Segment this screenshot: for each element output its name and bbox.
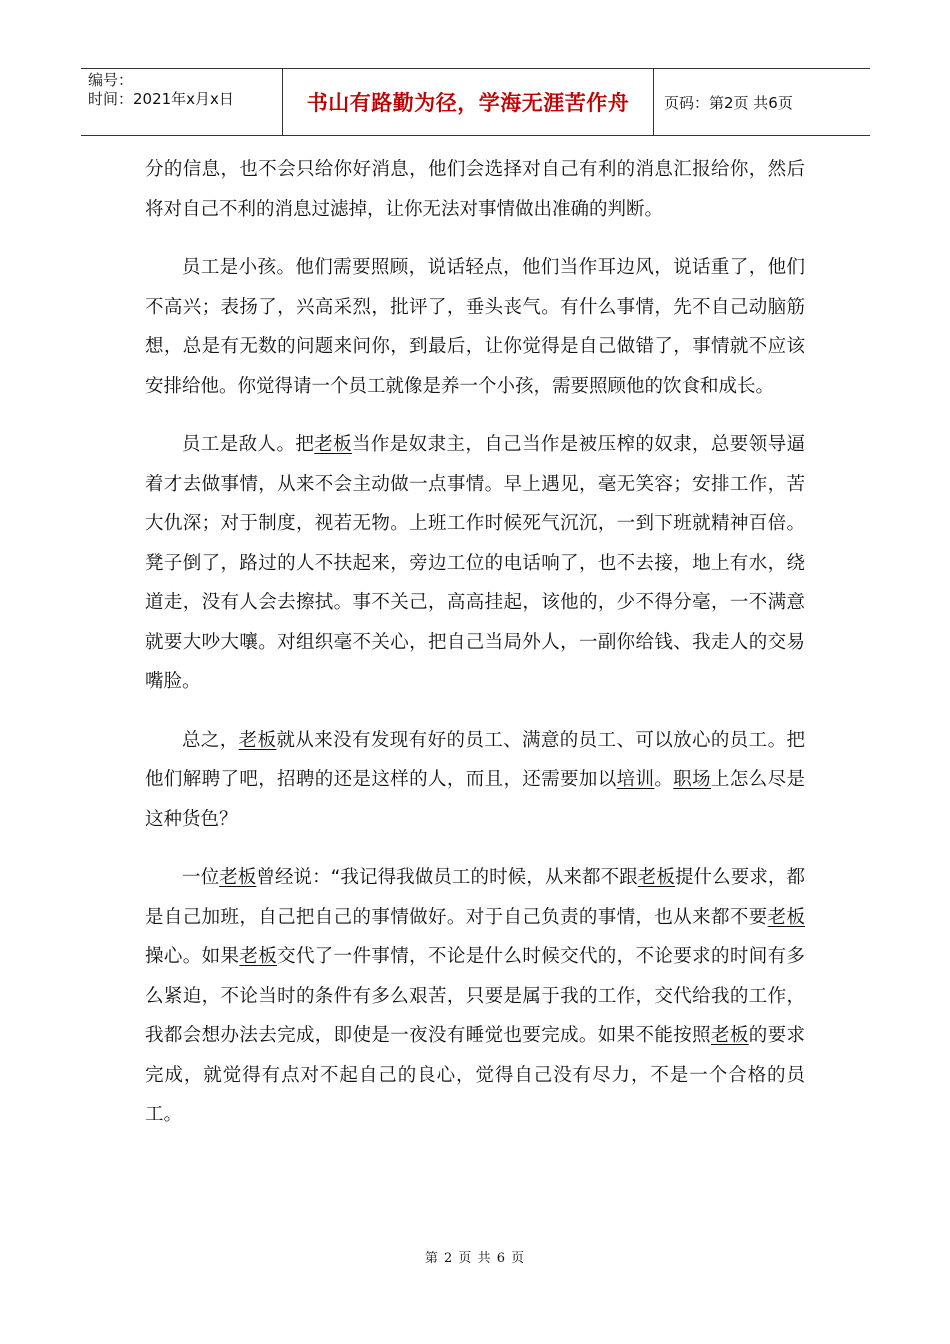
link-boss[interactable]: 老板 bbox=[239, 946, 278, 967]
text-span: 曾经说：“我记得我做员工的时候，从来都不跟 bbox=[256, 867, 638, 888]
text-span: 总之， bbox=[182, 729, 239, 751]
link-boss[interactable]: 老板 bbox=[711, 1025, 749, 1046]
header-meta bbox=[81, 69, 283, 135]
page-footer: 第 2 页 共 6 页 bbox=[424, 1251, 526, 1266]
paragraph-4 bbox=[145, 721, 805, 840]
document-date: 时间：2021年x月x日 bbox=[88, 90, 234, 108]
paragraph-5 bbox=[145, 858, 805, 1135]
text-span: 。 bbox=[654, 769, 674, 790]
link-training[interactable]: 培训 bbox=[616, 769, 655, 790]
link-boss[interactable]: 老板 bbox=[637, 867, 675, 888]
text-span: 上怎么尽是这种货色？ bbox=[145, 769, 805, 830]
text-span: 一位 bbox=[182, 867, 220, 888]
text-span: 就从来没有发现有好的员工、满意的员工、可以放心的员工。把他们解聘了吧，招聘的还是这样的人，而且，还需要加以 bbox=[145, 729, 805, 790]
text-span: 的要求完成，就觉得有点对不起自己的良心，觉得自己没有尽力，不是一个合格的员工。 bbox=[145, 1025, 805, 1125]
header-page-code: 页码：第2页 共6页 bbox=[664, 93, 793, 112]
document-number-label: 编号： bbox=[88, 71, 134, 89]
link-boss[interactable]: 老板 bbox=[238, 729, 277, 751]
text-span: 操心。如果 bbox=[145, 946, 240, 967]
link-workplace[interactable]: 职场 bbox=[673, 769, 711, 790]
page-header bbox=[81, 68, 870, 136]
link-boss[interactable]: 老板 bbox=[314, 434, 353, 455]
text-span: 当作是奴隶主，自己当作是被压榨的奴隶，总要领导逼着才去做事情，从来不会主动做一点事情。早上遇见，毫无笑容；安排工作，苦大仇深；对于制度，视若无物。上班工作时候死气沉沉，一到下班就精神百倍。凳子倒了，路过的人不扶起来，旁边工位的电话响了，也不去接，地上有水，绕道走，没有人会去擦拭。事不关己，高高挂起，该他的，少不得分毫，一不满意就要大吵大嚷。对组织毫不关心，把自己当局外人，一副你给钱、我走人的交易嘴脸。 bbox=[145, 434, 805, 692]
text-span: 提什么要求，都是自己加班，自己把自己的事情做好。对于自己负责的事情，也从来都不要 bbox=[145, 867, 805, 928]
link-boss[interactable]: 老板 bbox=[219, 867, 257, 888]
paragraph-3 bbox=[145, 425, 805, 702]
paragraph-1: 分的信息，也不会只给你好消息，他们会选择对自己有利的消息汇报给你，然后将对自己不利的消息过滤掉，让你无法对事情做出准确的判断。 bbox=[145, 159, 805, 220]
paragraph-2: 员工是小孩。他们需要照顾，说话轻点，他们当作耳边风，说话重了，他们不高兴；表扬了，兴高采烈，批评了，垂头丧气。有什么事情，先不自己动脑筋想，总是有无数的问题来问你，到最后，让你觉得是自己做错了，事情就不应该安排给他。你觉得请一个员工就像是养一个小孩，需要照顾他的饮食和成长。 bbox=[145, 257, 805, 397]
text-span: 交代了一件事情，不论是什么时候交代的，不论要求的时间有多么紧迫，不论当时的条件有多么艰苦，只要是属于我的工作，交代给我的工作，我都会想办法去完成，即使是一夜没有睡觉也要完成。如果不能按照 bbox=[145, 946, 805, 1046]
document-body bbox=[145, 150, 805, 1154]
text-span: 员工是敌人。把 bbox=[182, 434, 315, 455]
link-boss[interactable]: 老板 bbox=[767, 906, 805, 928]
header-motto: 书山有路勤为径，学海无涯苦作舟 bbox=[283, 69, 654, 135]
